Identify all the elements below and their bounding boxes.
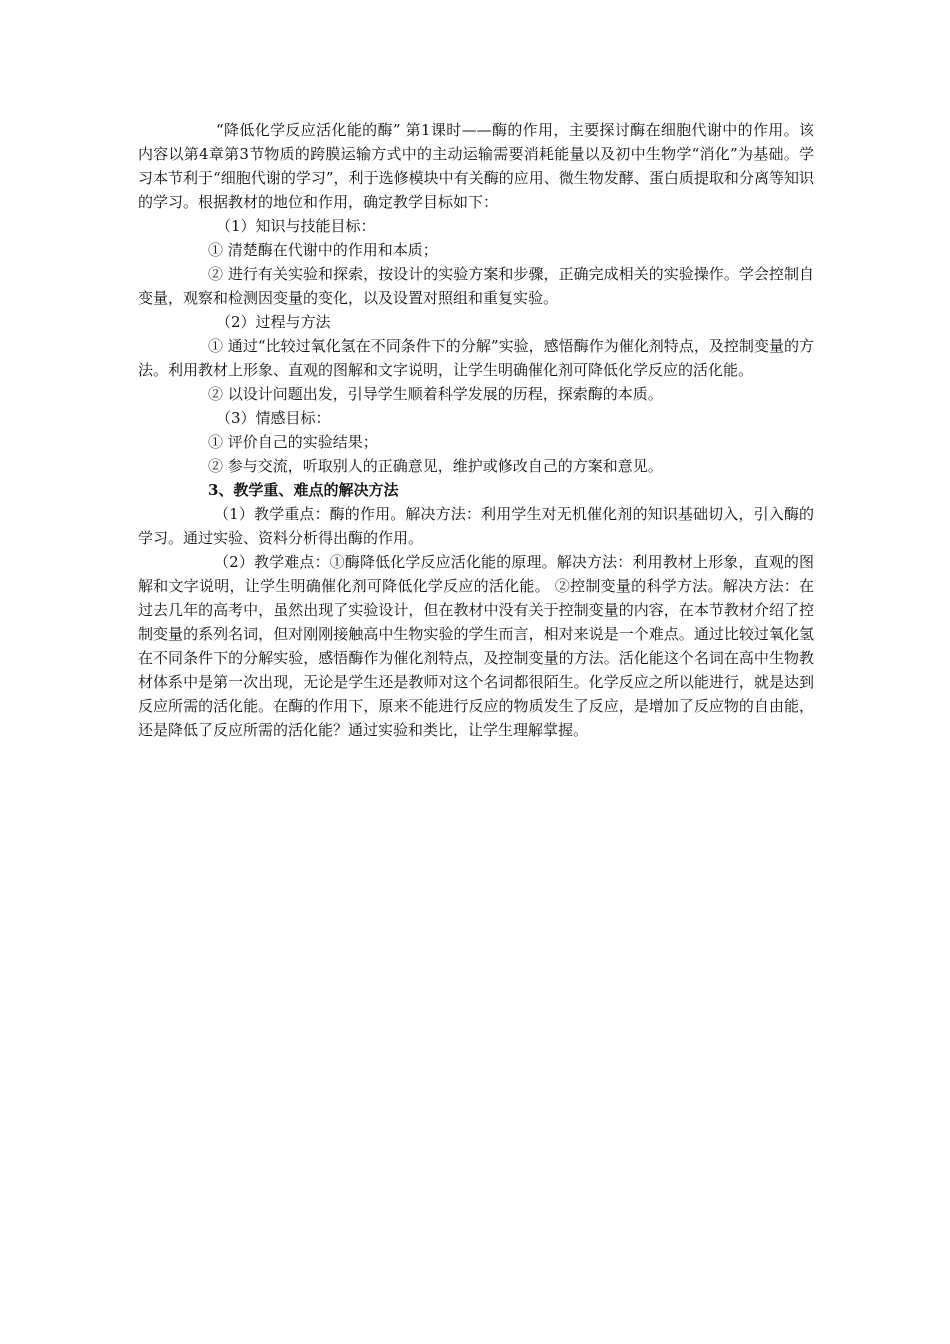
intro-paragraph: “降低化学反应活化能的酶” 第1课时——酶的作用，主要探讨酶在细胞代谢中的作用。该内容以第4章第3节物质的跨膜运输方式中的主动运输需要消耗能量以及初中生物学“消化”为基础。学习本节利于“细胞代谢的学习”，利于选修模块中有关酶的应用、微生物发酵、蛋白质提取和分离等知识的学习。根据教材的地位和作用，确定教学目标如下： — [138, 121, 814, 211]
goal-item: ① 清楚酶在代谢中的作用和本质； — [208, 241, 438, 259]
goal-item: ① 评价自己的实验结果； — [208, 433, 378, 451]
goal-heading-emotion: （3）情感目标： — [216, 409, 331, 427]
section-heading: 3、教学重、难点的解决方法 — [208, 481, 399, 499]
goal-heading-knowledge: （1）知识与技能目标： — [216, 217, 376, 235]
difficult-point-paragraph: （2）教学难点：①酶降低化学反应活化能的原理。解决方法：利用教材上形象，直观的图解和文字说明，让学生明确催化剂可降低化学反应的活化能。 ②控制变量的科学方法。解决方法：在过去几年的高考中，虽然出现了实验设计，但在教材中没有关于控制变量的内容，在本节教材介绍了控制变量的系列名词，但对刚刚接触高中生物实验的学生而言，相对来说是一个难点。通过比较过氧化氢在不同条件下的分解实验，感悟酶作为催化剂特点，及控制变量的方法。活化能这个名词在高中生物教材体系中是第一次出现，无论是学生还是教师对这个名词都很陌生。化学反应之所以能进行，就是达到反应所需的活化能。在酶的作用下，原来不能进行反应的物质发生了反应，是增加了反应物的自由能，还是降低了反应所需的活化能？通过实验和类比，让学生理解掌握。 — [138, 553, 814, 739]
goal-item: ② 以设计问题出发，引导学生顺着科学发展的历程，探索酶的本质。 — [208, 385, 663, 403]
key-point-paragraph: （1）教学重点：酶的作用。解决方法：利用学生对无机催化剂的知识基础切入，引入酶的学习。通过实验、资料分析得出酶的作用。 — [138, 505, 814, 547]
goal-heading-process: （2）过程与方法 — [216, 313, 331, 331]
document-body — [138, 118, 814, 742]
goal-item: ② 参与交流，听取别人的正确意见，维护或修改自己的方案和意见。 — [208, 457, 663, 475]
goal-item: ② 进行有关实验和探索，按设计的实验方案和步骤，正确完成相关的实验操作。学会控制自变量，观察和检测因变量的变化，以及设置对照组和重复实验。 — [138, 265, 814, 307]
goal-item: ① 通过“比较过氧化氢在不同条件下的分解”实验，感悟酶作为催化剂特点，及控制变量的方法。利用教材上形象、直观的图解和文字说明，让学生明确催化剂可降低化学反应的活化能。 — [138, 337, 814, 379]
